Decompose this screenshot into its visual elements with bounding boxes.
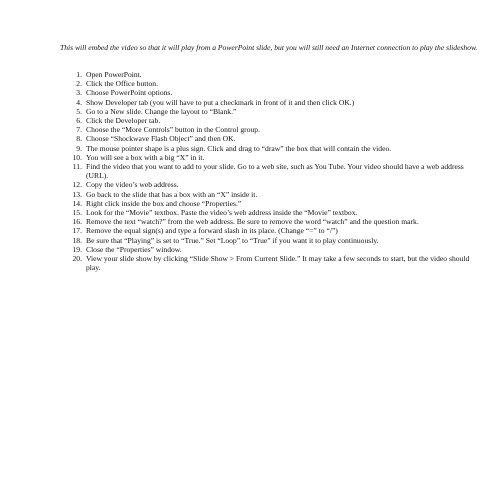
step-text: You will see a box with a big “X” in it. bbox=[86, 152, 205, 162]
step-item bbox=[60, 180, 480, 189]
step-number: 13. bbox=[72, 189, 82, 199]
step-number: 4. bbox=[76, 97, 82, 107]
step-item bbox=[60, 134, 480, 143]
step-text: View your slide show by clicking “Slide Show > From Current Slide.” It may take a few seconds to start, but the video should play. bbox=[86, 254, 470, 273]
step-number: 6. bbox=[76, 116, 82, 126]
step-text: Click the Office button. bbox=[86, 79, 158, 89]
step-text: The mouse pointer shape is a plus sign. Click and drag to “draw” the box that will contain the video. bbox=[86, 143, 392, 153]
step-item bbox=[60, 226, 480, 235]
step-number: 3. bbox=[76, 88, 82, 98]
step-text: Copy the video’s web address. bbox=[86, 180, 179, 190]
step-item bbox=[60, 153, 480, 162]
step-item bbox=[60, 98, 480, 107]
step-text: Go to a New slide. Change the layout to “Blank.” bbox=[86, 106, 237, 116]
step-item bbox=[60, 199, 480, 208]
step-item bbox=[60, 208, 480, 217]
step-number: 16. bbox=[72, 217, 82, 227]
step-number: 1. bbox=[76, 70, 82, 79]
step-text: Be sure that “Playing” is set to “True.” Set “Loop” to “True” if you want it to play continuously. bbox=[86, 235, 379, 245]
step-number: 20. bbox=[72, 254, 82, 264]
step-number: 11. bbox=[72, 162, 82, 172]
step-item bbox=[60, 144, 480, 153]
step-text: Remove the equal sign(s) and type a forward slash in its place. (Change “=” to “/”) bbox=[86, 226, 338, 236]
step-text: Find the video that you want to add to your slide. Go to a web site, such as You Tube. Your video should have a web address (URL). bbox=[86, 162, 464, 181]
step-item bbox=[60, 236, 480, 245]
step-number: 8. bbox=[76, 134, 82, 144]
step-text: Go back to the slide that has a box with an “X” inside it. bbox=[86, 189, 258, 199]
step-number: 18. bbox=[72, 235, 82, 245]
step-number: 15. bbox=[72, 208, 82, 218]
step-item bbox=[60, 88, 480, 97]
step-item bbox=[60, 79, 480, 88]
step-text: Remove the text “watch?” from the web address. Be sure to remove the word “watch” and the question mark. bbox=[86, 217, 419, 227]
step-item bbox=[60, 162, 480, 180]
step-text: Look for the “Movie” textbox. Paste the video’s web address inside the “Movie” textbox. bbox=[86, 208, 358, 218]
step-number: 7. bbox=[76, 125, 82, 135]
step-number: 17. bbox=[72, 226, 82, 236]
step-number: 10. bbox=[72, 152, 82, 162]
step-text: Choose PowerPoint options. bbox=[86, 88, 173, 98]
step-number: 12. bbox=[72, 180, 82, 190]
step-number: 5. bbox=[76, 106, 82, 116]
step-item bbox=[60, 190, 480, 199]
step-item bbox=[60, 254, 480, 272]
step-text: Close the “Properties” window. bbox=[86, 244, 182, 254]
step-item bbox=[60, 217, 480, 226]
step-text: Right click inside the box and choose “Properties.” bbox=[86, 198, 242, 208]
step-number: 19. bbox=[72, 244, 82, 254]
step-text: Choose “Shockwave Flash Object” and then OK. bbox=[86, 134, 236, 144]
step-number: 14. bbox=[72, 198, 82, 208]
step-item bbox=[60, 116, 480, 125]
step-text: Choose the “More Controls” button in the Control group. bbox=[86, 125, 261, 135]
step-item bbox=[60, 125, 480, 134]
step-text: Open PowerPoint. bbox=[86, 70, 142, 79]
step-text: Show Developer tab (you will have to put a checkmark in front of it and then click OK.) bbox=[86, 97, 355, 107]
steps-list bbox=[60, 70, 480, 272]
intro-paragraph: This will embed the video so that it will play from a PowerPoint slide, but you will still need an Internet connection to play the slideshow. bbox=[60, 43, 478, 52]
step-item bbox=[60, 70, 480, 79]
step-text: Click the Developer tab. bbox=[86, 116, 161, 126]
step-item bbox=[60, 245, 480, 254]
step-number: 9. bbox=[76, 143, 82, 153]
step-item bbox=[60, 107, 480, 116]
step-number: 2. bbox=[76, 79, 82, 89]
